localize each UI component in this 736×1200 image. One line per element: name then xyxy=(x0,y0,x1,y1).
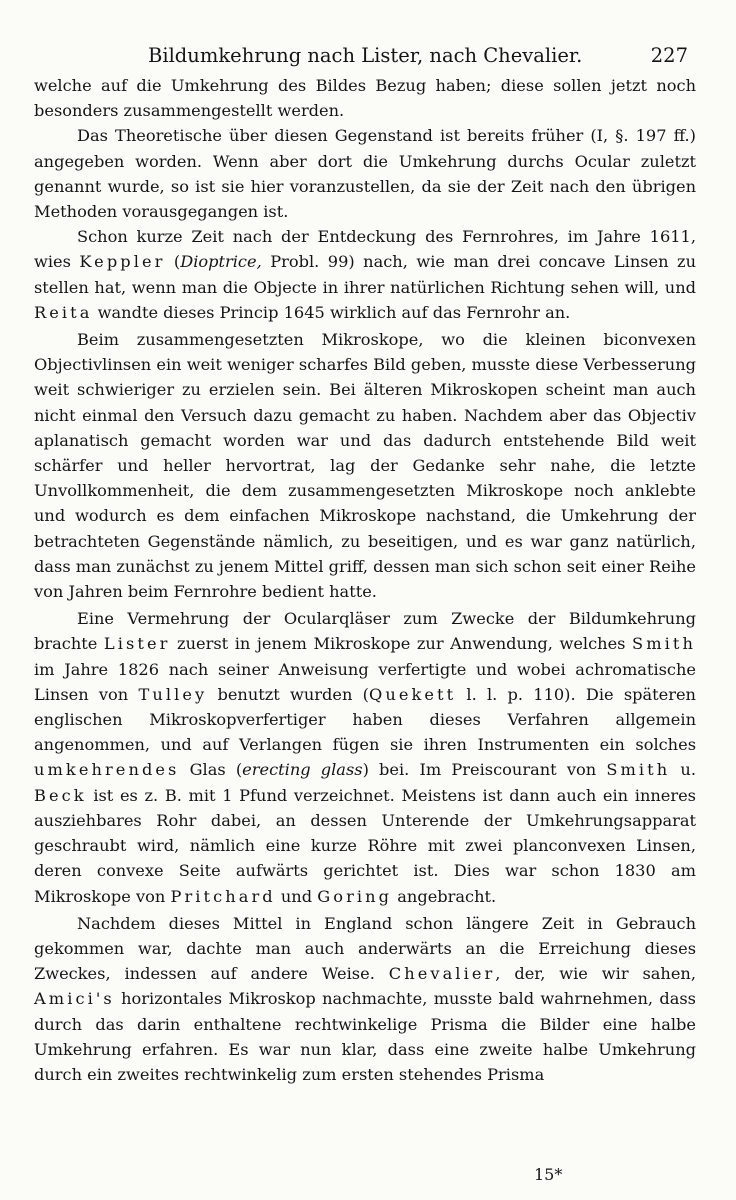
running-header xyxy=(148,40,692,72)
running-title: Bildumkehrung nach Lister, nach Chevalier. xyxy=(148,44,583,67)
spaced-name: Amici's xyxy=(34,989,115,1009)
paragraph xyxy=(34,911,696,1087)
text-run: l. l. p. 110). Die späteren englischen Mikroskopverfertiger haben dieses Verfahren allgemein angenommen, und auf Verlangen fügen sie ihren Instrumenten ein solches xyxy=(34,684,696,755)
text-run: zuerst in jenem Mikroskope zur Anwendung, welches xyxy=(170,634,633,654)
spaced-name: Tulley xyxy=(138,684,208,704)
text-run: ( xyxy=(165,252,181,272)
italic-term: Dioptrice, xyxy=(180,252,262,272)
text-run: und xyxy=(275,886,318,906)
sheet-signature: 15* xyxy=(534,1165,563,1184)
text-run: Schon kurze Zeit nach der Entdeckung des Fernrohres, im Jahre 1611, wies xyxy=(34,227,696,272)
text-run: benutzt wurden ( xyxy=(207,684,369,704)
text-run: Das Theoretische über diesen Gegenstand ist bereits früher (I, §. 197 ff.) angegeben worden. Wenn aber dort die Umkehrung durchs Ocular zuletzt genannt wurde, so ist sie hier voranzustellen, da sie der Zeit nach den übrigen Methoden vorausgegangen ist. xyxy=(34,126,696,222)
text-run: ist es z. B. mit 1 Pfund verzeichnet. Meistens ist dann auch ein inneres ausziehbares Rohr dabei, an dessen Unterende der Umkehrungsapparat geschraubt wird, nämlich eine kurze Röhre mit zwei planconvexen Linsen, deren convexe Seite aufwärts gerichtet ist. Dies war schon 1830 am Mikroskope von xyxy=(34,785,696,906)
spaced-name: Chevalier xyxy=(388,964,496,984)
text-run: horizontales Mikroskop nachmachte, musste bald wahrnehmen, dass durch das darin enthaltene rechtwinkelige Prisma die Bilder eine halbe Umkehrung erfahren. Es war nun klar, dass eine zweite halbe Umkehrung durch ein zweites rechtwinkelig zum ersten stehendes Prisma xyxy=(34,989,696,1084)
spaced-name: Smith xyxy=(606,760,671,780)
spaced-name: Goring xyxy=(317,886,393,906)
text-run: ) bei. Im Preiscourant von xyxy=(362,760,607,780)
page-number: 227 xyxy=(650,44,688,67)
paragraph xyxy=(34,606,696,908)
paragraph xyxy=(34,224,696,325)
spaced-name: Quekett xyxy=(368,684,457,704)
spaced-name: Keppler xyxy=(79,252,166,272)
text-run: Probl. 99) nach, wie man drei concave Linsen zu stellen hat, wenn man die Objecte in ihrer natürlichen Richtung sehen will, und xyxy=(34,252,696,297)
paragraph xyxy=(34,123,696,224)
spaced-name: Reita xyxy=(34,302,93,322)
spaced-name: Smith xyxy=(632,634,696,654)
text-run: Nachdem dieses Mittel in England schon längere Zeit in Gebrauch gekommen war, dachte man auch anderwärts an die Erreichung dieses Zweckes, indessen auf andere Weise. xyxy=(34,913,696,984)
text-run: Beim zusammengesetzten Mikroskope, wo die kleinen biconvexen Objectivlinsen ein weit weniger scharfes Bild geben, musste diese Verbesserung weit schwieriger zu erzielen sein. Bei älteren Mikroskopen scheint man auch nicht einmal den Versuch dazu gemacht zu haben. Nachdem aber das Objectiv aplanatisch gemacht worden war und das dadurch entstehende Bild weit schärfer und heller hervortrat, lag der Gedanke sehr nahe, die letzte Unvollkommenheit, die dem zusammengesetzten Mikroskope noch anklebte und wodurch es dem einfachen Mikroskope nachstand, die Umkehrung der betrachteten Gegenstände nämlich, zu beseitigen, und es war ganz natürlich, dass man zunächst zu jenem Mittel griff, dessen man sich schon seit einer Reihe von Jahren beim Fernrohre bedient hatte. xyxy=(34,330,697,602)
spaced-name: Beck xyxy=(34,785,87,805)
text-run: im Jahre 1826 nach seiner Anweisung verfertigte und wobei achromatische Linsen von xyxy=(34,659,696,704)
body-text xyxy=(34,73,696,1087)
spaced-name: umkehrendes xyxy=(34,760,180,780)
paragraph xyxy=(34,73,696,123)
text-run: Eine Vermehrung der Ocularqläser zum Zwecke der Bildumkehrung brachte xyxy=(34,609,696,654)
text-run: , der, wie wir sahen, xyxy=(495,964,696,984)
text-run: angebracht. xyxy=(392,886,497,906)
spaced-name: Pritchard xyxy=(170,886,276,906)
text-run: wandte dieses Princip 1645 wirklich auf das Fernrohr an. xyxy=(92,302,571,322)
paragraph xyxy=(34,327,696,604)
text-run: Glas ( xyxy=(179,760,243,780)
text-run: u. xyxy=(670,760,696,780)
spaced-name: Lister xyxy=(103,634,171,654)
text-run: welche auf die Umkehrung des Bildes Bezug haben; diese sollen jetzt noch besonders zusammengestellt werden. xyxy=(34,76,696,121)
italic-term: erecting glass xyxy=(242,760,363,780)
